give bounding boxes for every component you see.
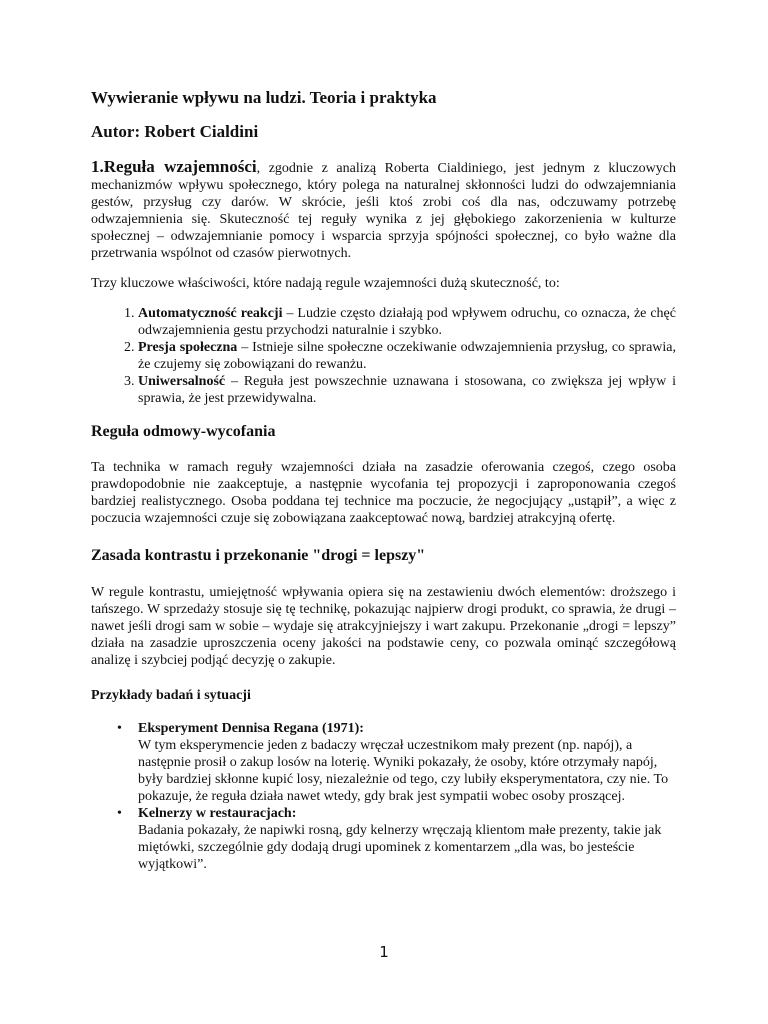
property-item [138, 339, 676, 373]
property-term: Presja społeczna [138, 340, 238, 355]
bullet-icon: • [117, 806, 122, 821]
example-title: Eksperyment Dennisa Regana (1971): [138, 721, 364, 736]
examples-heading: Przykłady badań i sytuacji [91, 688, 251, 703]
example-text: Badania pokazały, że napiwki rosną, gdy kelnerzy wręczają klientom małe prezenty, takie jak miętówki, szczególnie gdy dodają drugi upominek z komentarzem „dla was, bo jesteście wyjątkowi”. [138, 823, 662, 872]
bullet-icon: • [117, 721, 122, 736]
example-item [117, 720, 676, 805]
properties-list [91, 305, 676, 407]
reciprocity-paragraph [91, 158, 676, 262]
example-text: W tym eksperymencie jeden z badaczy wręczał uczestnikom mały prezent (np. napój), a następnie prosił o zakup losów na loterię. Wyniki pokazały, że osoby, które otrzymały napój, były bardziej skłonne kupić losy, niezależnie od tego, czy lubiły eksperymentatora, czy nie. To pokazuje, że reguła działa nawet wtedy, gdy brak jest sympatii wobec osoby proszącej. [138, 738, 669, 804]
property-text: – Istnieje silne społeczne oczekiwanie odwzajemnienia przysług, co sprawia, że czujemy się zobowiązani do rewanżu. [138, 340, 677, 372]
rejection-retreat-heading: Reguła odmowy-wycofania [91, 423, 276, 440]
property-term: Automatyczność reakcji [138, 306, 283, 321]
example-title: Kelnerzy w restauracjach: [138, 806, 297, 821]
document-title: Wywieranie wpływu na ludzi. Teoria i praktyka [91, 88, 437, 107]
contrast-paragraph: W regule kontrastu, umiejętność wpływania opiera się na zestawieniu dwóch elementów: droższego i tańszego. W sprzedaży stosuje się tę technikę, pokazując najpierw drogi produkt, co sprawia, że drugi – nawet jeśli drogi sam w sobie – wydaje się atrakcyjniejszy i wart zakupu. Przekonanie „drogi = lepszy” działa na zasadzie uproszczenia oceny jakości na podstawie ceny, co pozwala ominąć szczegółową analizę i szybciej podjąć decyzję o zakupie. [91, 585, 676, 668]
document-author: Autor: Robert Cialdini [91, 122, 259, 141]
reciprocity-lead: 1.Reguła wzajemności [91, 157, 257, 176]
example-item [117, 805, 676, 873]
property-text: – Ludzie często działają pod wpływem odruchu, co oznacza, że chęć odwzajemnienia gestu przychodzi naturalnie i szybko. [138, 306, 676, 338]
reciprocity-text: , zgodnie z analizą Roberta Cialdiniego, jest jednym z kluczowych mechanizmów wpływu społecznego, który polega na naturalnej skłonności ludzi do odwzajemniania gestów, przysług czy darów. W skrócie, jeśli ktoś zrobi coś dla nas, odczuwamy potrzebę odwzajemnienia się. Skuteczność tej reguły wynika z jej głębokiego zakorzenienia w kulturze społecznej – odwzajemnianie pomocy i wsparcia sprzyja spójności społecznej, co było ważne dla przetrwania wspólnot od czasów pierwotnych. [91, 161, 676, 261]
property-item [138, 305, 676, 339]
property-item [138, 373, 676, 407]
property-text: – Reguła jest powszechnie uznawana i stosowana, co zwiększa jej wpływ i sprawia, że jest przewidywalna. [138, 374, 676, 406]
property-term: Uniwersalność [138, 374, 226, 389]
page-number: 1 [379, 943, 389, 961]
examples-list [91, 720, 676, 873]
properties-intro: Trzy kluczowe właściwości, które nadają regule wzajemności dużą skuteczność, to: [91, 276, 560, 291]
rejection-retreat-paragraph: Ta technika w ramach reguły wzajemności działa na zasadzie oferowania czegoś, czego osoba prawdopodobnie nie zaakceptuje, a następnie wycofania tej propozycji i zaproponowania czegoś bardziej realistycznego. Osoba poddana tej technice ma poczucie, że negocjujący „ustąpił”, a więc z poczucia wzajemności czuje się zobowiązana zaakceptować nową, bardziej atrakcyjną ofertę. [91, 460, 676, 526]
contrast-heading: Zasada kontrastu i przekonanie "drogi = lepszy" [91, 547, 426, 564]
